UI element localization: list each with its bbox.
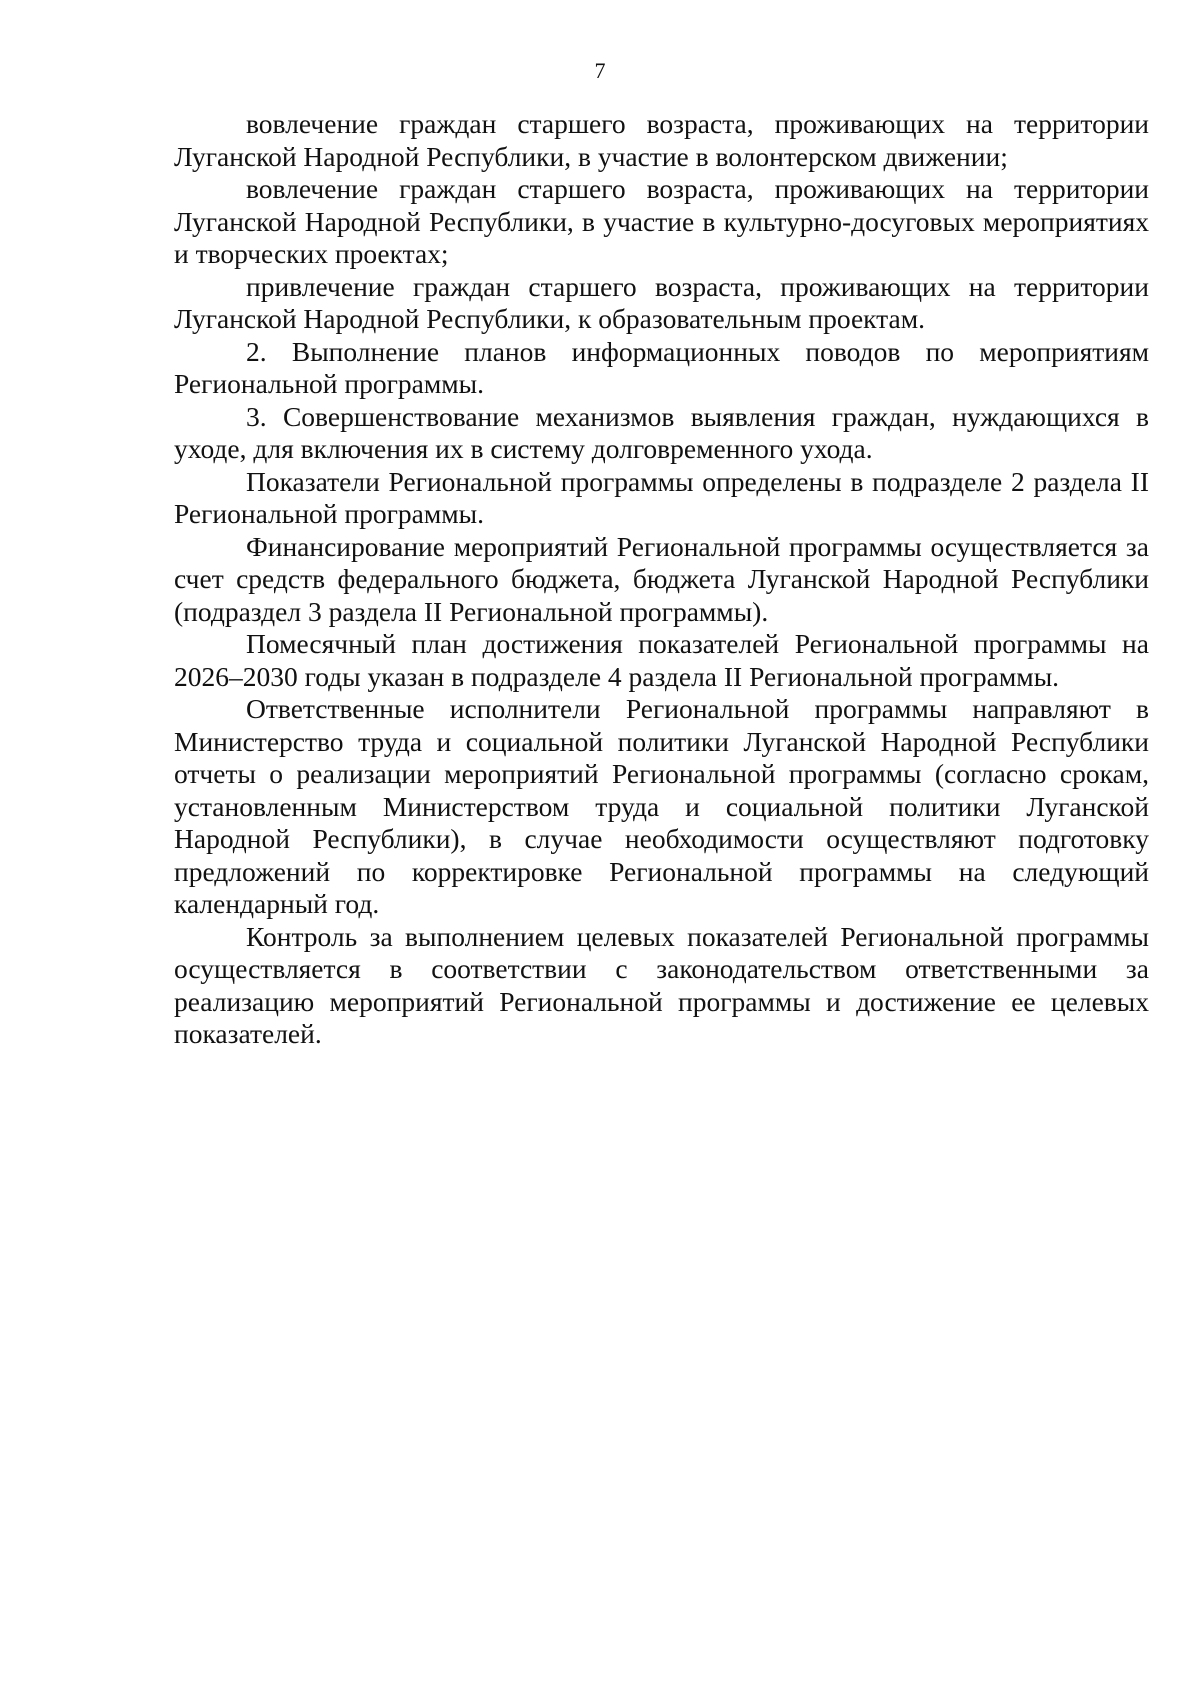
paragraph-item-3: 3. Совершенствование механизмов выявления граждан, нуждающихся в уходе, для включения их в систему долговременного ухода.: [174, 400, 1149, 464]
paragraph-financing: Финансирование мероприятий Региональной программы осуществляется за счет средств федерального бюджета, бюджета Луганской Народной Республики (подраздел 3 раздела II Региональной программы).: [174, 530, 1149, 627]
paragraph-reporting: Ответственные исполнители Региональной программы направляют в Министерство труда и социальной политики Луганской Народной Республики отчеты о реализации мероприятий Региональной программы (согласно срокам, установленным Министерством труда и социальной политики Луганской Народной Республики), в случае необходимости осуществляют подготовку предложений по корректировке Региональной программы на следующий календарный год.: [174, 693, 1149, 919]
paragraph-volunteer: вовлечение граждан старшего возраста, проживающих на территории Луганской Народной Республики, в участие в волонтерском движении;: [174, 108, 1149, 172]
paragraph-cultural: вовлечение граждан старшего возраста, проживающих на территории Луганской Народной Республики, в участие в культурно-досуговых мероприятиях и творческих проектах;: [174, 173, 1149, 269]
paragraph-control: Контроль за выполнением целевых показателей Региональной программы осуществляется в соответствии с законодательством ответственными за реализацию мероприятий Региональной программы и достижение ее целевых показателей.: [174, 920, 1149, 1049]
page-number: 7: [594, 58, 606, 83]
paragraph-monthly-plan: Помесячный план достижения показателей Региональной программы на 2026–2030 годы указан в подразделе 4 раздела II Региональной программы.: [174, 628, 1149, 692]
paragraph-indicators: Показатели Региональной программы определены в подразделе 2 раздела II Региональной программы.: [174, 465, 1149, 529]
document-body: [174, 108, 1149, 1051]
paragraph-educational: привлечение граждан старшего возраста, проживающих на территории Луганской Народной Республики, к образовательным проектам.: [174, 270, 1149, 334]
paragraph-item-2: 2. Выполнение планов информационных поводов по мероприятиям Региональной программы.: [174, 335, 1149, 399]
